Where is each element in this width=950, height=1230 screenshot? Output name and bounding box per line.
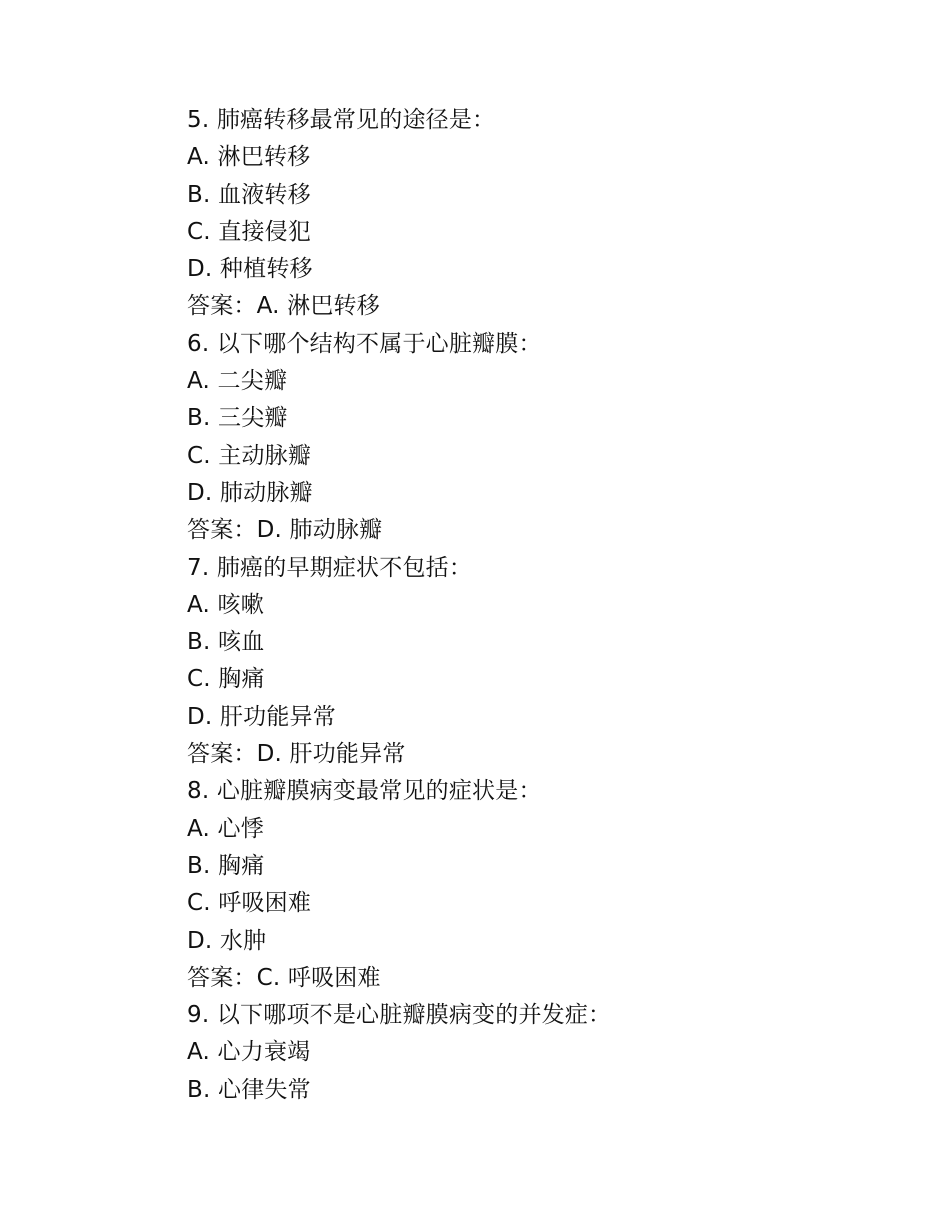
question-8-option-c: C. 呼吸困难 xyxy=(187,890,312,917)
question-5-option-a: A. 淋巴转移 xyxy=(187,144,311,171)
question-5-option-d: D. 种植转移 xyxy=(187,256,313,283)
question-9-text: 9. 以下哪项不是心脏瓣膜病变的并发症： xyxy=(187,1002,612,1029)
question-5-option-b: B. 血液转移 xyxy=(187,181,311,208)
question-5-text: 5. 肺癌转移最常见的途径是： xyxy=(187,107,496,133)
question-8-option-a: A. 心悸 xyxy=(187,815,264,842)
question-8-option-d: D. 水肿 xyxy=(187,927,267,954)
quiz-content xyxy=(187,102,887,1109)
question-7-option-d: D. 肝功能异常 xyxy=(187,703,336,730)
question-7-answer: 答案：D. 肝功能异常 xyxy=(187,741,406,768)
question-8-answer: 答案：C. 呼吸困难 xyxy=(187,964,381,991)
question-6-option-a: A. 二尖瓣 xyxy=(187,368,288,395)
question-7-option-a: A. 咳嗽 xyxy=(187,591,264,618)
question-7-option-b: B. 咳血 xyxy=(187,629,265,656)
question-7-text: 7. 肺癌的早期症状不包括： xyxy=(187,554,473,581)
question-9-option-b: B. 心律失常 xyxy=(187,1076,311,1103)
question-6-answer: 答案：D. 肺动脉瓣 xyxy=(187,517,383,544)
question-5-option-c: C. 直接侵犯 xyxy=(187,218,312,245)
question-6-option-d: D. 肺动脉瓣 xyxy=(187,479,313,506)
question-5-answer: 答案：A. 淋巴转移 xyxy=(187,293,380,320)
question-7-option-c: C. 胸痛 xyxy=(187,666,265,693)
question-6-option-c: C. 主动脉瓣 xyxy=(187,442,312,469)
question-9-option-a: A. 心力衰竭 xyxy=(187,1039,311,1066)
question-6-option-b: B. 三尖瓣 xyxy=(187,405,288,432)
question-8-text: 8. 心脏瓣膜病变最常见的症状是： xyxy=(187,778,542,805)
question-6-text: 6. 以下哪个结构不属于心脏瓣膜： xyxy=(187,330,542,357)
question-8-option-b: B. 胸痛 xyxy=(187,852,265,879)
